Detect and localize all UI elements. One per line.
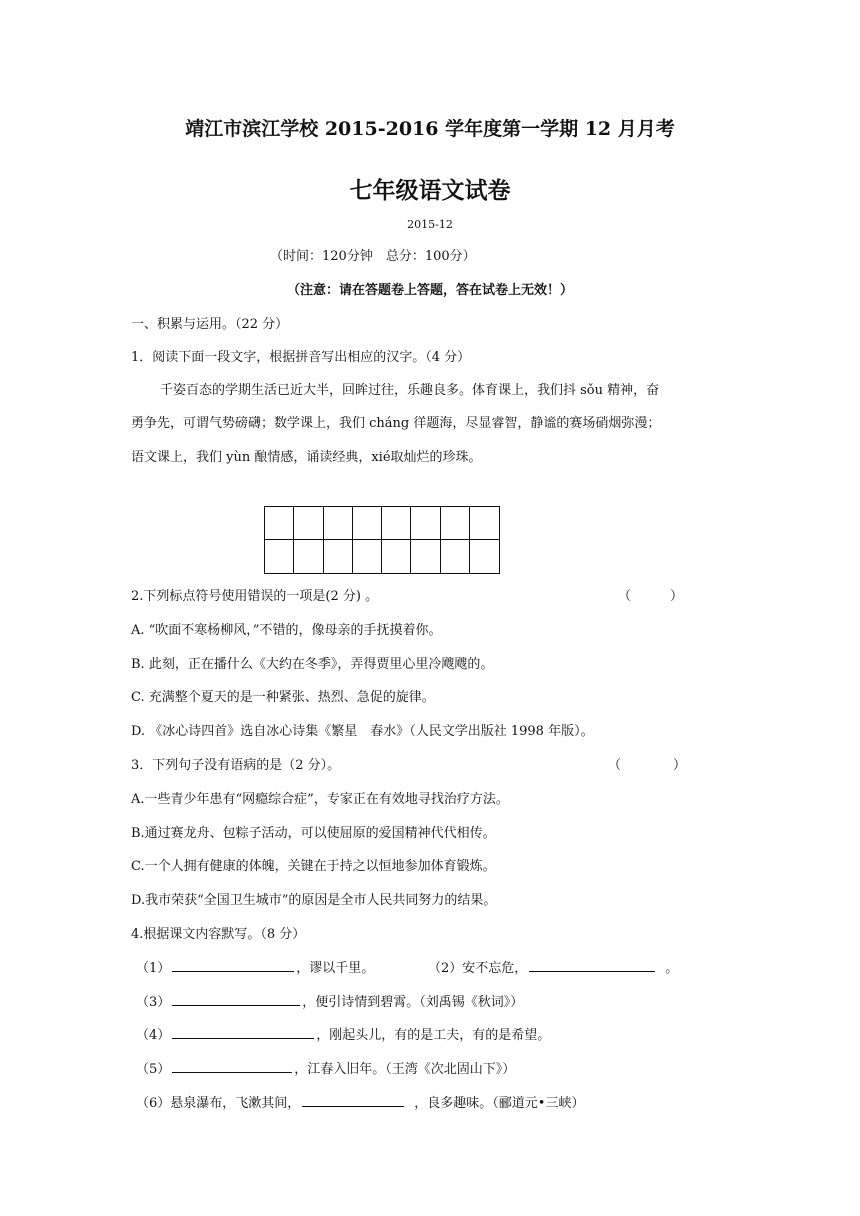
fill-blank[interactable] <box>302 1094 404 1107</box>
grid-cell[interactable] <box>324 540 353 573</box>
q1-paragraph-line: 语文课上，我们 yùn 酿情感，诵读经典，xié取灿烂的珍珠。 <box>131 450 482 465</box>
q1-paragraph-line: 勇争先，可谓气势磅礴；数学课上，我们 cháng 徉题海，尽显睿智，静谧的赛场硝烟弥漫； <box>131 416 661 431</box>
exam-date: 2015-12 <box>407 218 453 231</box>
exam-title: 靖江市滨江学校 2015-2016 学年度第一学期 12 月月考 <box>185 118 675 140</box>
grid-cell[interactable] <box>470 507 499 540</box>
answer-grid[interactable] <box>264 506 500 574</box>
q4-item-2: （2）安不忘危， 。 <box>428 961 679 976</box>
time-info: （时间：120分钟 总分：100分） <box>270 249 476 264</box>
fill-blank[interactable] <box>529 959 655 972</box>
grid-cell[interactable] <box>294 540 323 573</box>
section-heading: 一、积累与运用。（22 分） <box>131 317 289 332</box>
grid-cell[interactable] <box>470 540 499 573</box>
q2-option-c: C. 充满整个夏天的是一种紧张、热烈、急促的旋律。 <box>131 690 435 705</box>
q4-item-4: （4） ，刚起头儿，有的是工夫，有的是希望。 <box>136 1028 551 1043</box>
q3-stem: 3．下列句子没有语病的是（2 分）。 <box>131 758 341 773</box>
q4-item-3: （3） ，便引诗情到碧霄。（刘禹锡《秋词》） <box>136 995 524 1010</box>
q2-option-b: B. 此刻，正在播什么《大约在冬季》，弄得贾里心里冷飕飕的。 <box>131 657 494 672</box>
q4-item-6: （6）悬泉瀑布，飞漱其间， ，良多趣味。（郦道元•三峡） <box>136 1096 585 1111</box>
q3-option-b: B.通过赛龙舟、包粽子活动，可以使屈原的爱国精神代代相传。 <box>131 826 496 841</box>
q3-option-a: A.一些青少年患有“网瘾综合症”，专家正在有效地寻找治疗方法。 <box>131 792 509 807</box>
q4-item-5: （5） ，江春入旧年。（王湾《次北固山下》） <box>136 1062 516 1077</box>
fill-blank[interactable] <box>172 959 294 972</box>
q2-stem: 2.下列标点符号使用错误的一项是(2 分) 。 <box>131 589 379 604</box>
grid-cell[interactable] <box>353 507 382 540</box>
q4-stem: 4.根据课文内容默写。（8 分） <box>131 927 306 942</box>
q2-option-a: A. “吹面不寒杨柳风，”不错的，像母亲的手抚摸着你。 <box>131 623 442 638</box>
grid-cell[interactable] <box>265 507 294 540</box>
q4-item-1: （1） ，谬以千里。 <box>136 961 375 976</box>
q1-stem: 1．阅读下面一段文字，根据拼音写出相应的汉字。（4 分） <box>131 350 471 365</box>
grid-cell[interactable] <box>382 540 411 573</box>
grid-cell[interactable] <box>265 540 294 573</box>
fill-blank[interactable] <box>172 1026 314 1039</box>
q3-option-c: C.一个人拥有健康的体魄，关键在于持之以恒地参加体育锻炼。 <box>131 859 496 874</box>
q3-answer-paren[interactable]: （ ） <box>608 758 687 773</box>
grid-cell[interactable] <box>382 507 411 540</box>
exam-subtitle: 七年级语文试卷 <box>349 177 511 204</box>
grid-cell[interactable] <box>441 507 470 540</box>
fill-blank[interactable] <box>172 1060 292 1073</box>
grid-cell[interactable] <box>353 540 382 573</box>
fill-blank[interactable] <box>172 993 300 1006</box>
grid-cell[interactable] <box>441 540 470 573</box>
grid-cell[interactable] <box>411 507 440 540</box>
q1-paragraph-line: 千姿百态的学期生活已近大半，回眸过往，乐趣良多。体育课上，我们抖 sǒu 精神，奋 <box>160 383 660 398</box>
q3-option-d: D.我市荣获“全国卫生城市”的原因是全市人民共同努力的结果。 <box>131 893 497 908</box>
notice: （注意：请在答题卷上答题，答在试卷上无效！） <box>286 283 573 298</box>
grid-cell[interactable] <box>411 540 440 573</box>
q2-answer-paren[interactable]: （ ） <box>618 589 684 604</box>
grid-cell[interactable] <box>294 507 323 540</box>
q2-option-d: D. 《冰心诗四首》选自冰心诗集《繁星 春水》（人民文学出版社 1998 年版）。 <box>131 724 594 739</box>
grid-cell[interactable] <box>324 507 353 540</box>
